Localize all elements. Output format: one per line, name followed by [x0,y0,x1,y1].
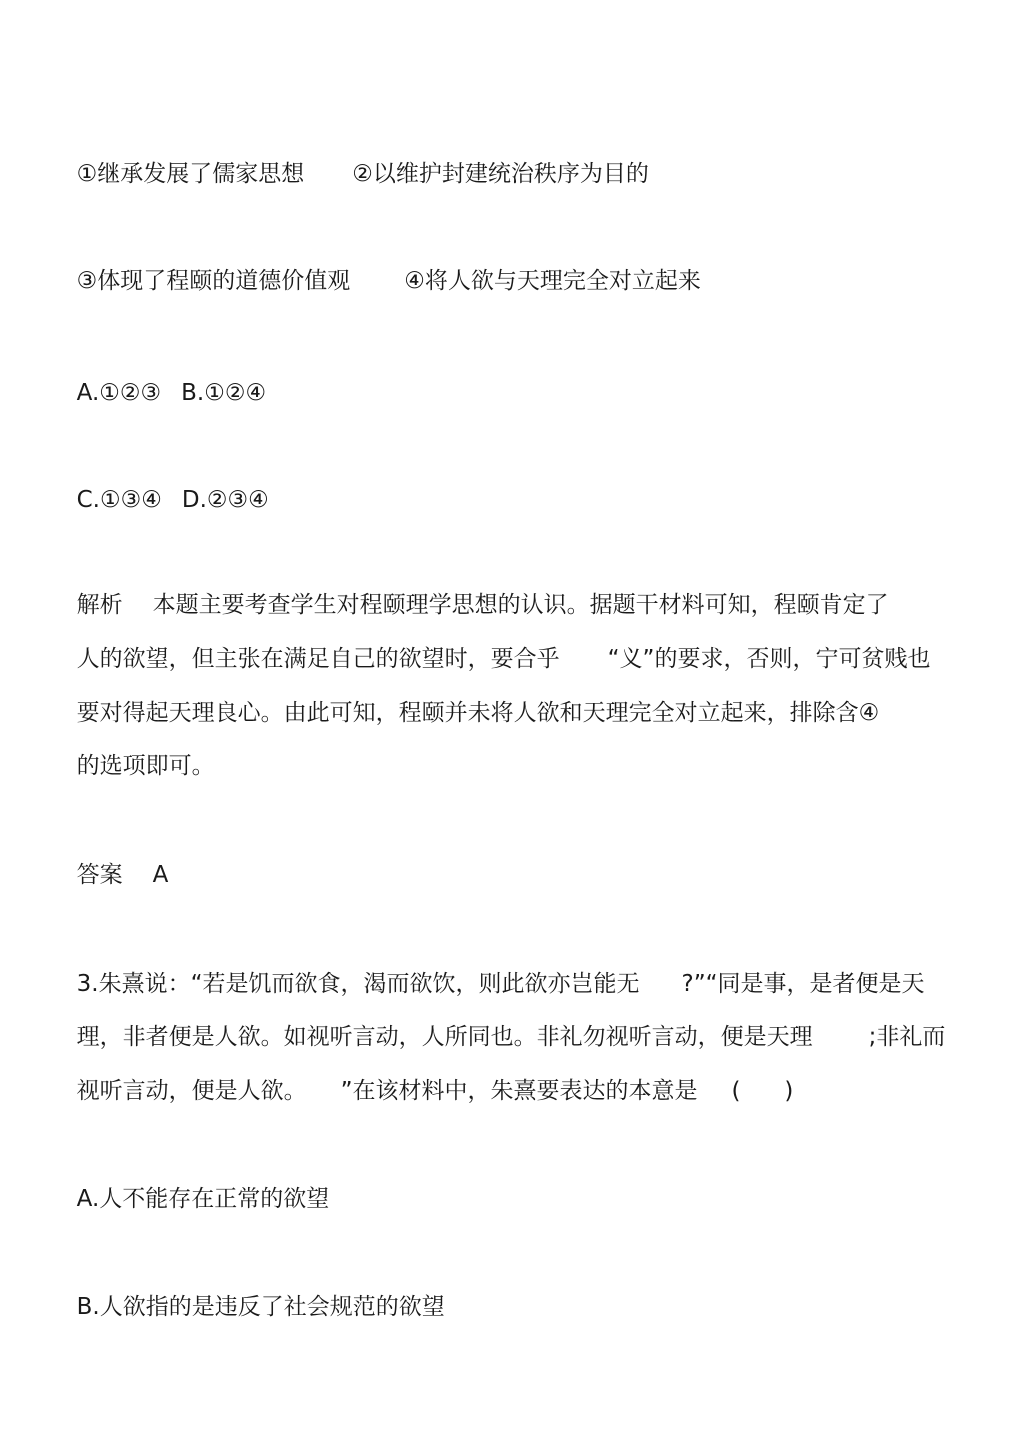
answer-label: 答案 [76,862,123,888]
q3-text-3a: 视听言动，便是人欲。 [76,1078,307,1104]
analysis-line-3 [62,668,879,728]
statement-2: ②以维护封建统治秩序为目的 [352,161,649,187]
analysis-text-4: 的选项即可。 [76,753,215,779]
q3-option-b-text: B.人欲指的是违反了社会规范的欲望 [76,1294,445,1320]
options-row-1 [62,348,266,408]
options-row-2 [62,455,269,515]
question-3-line-3 [62,1046,793,1106]
analysis-line-2 [62,614,930,674]
analysis-label: 解析 [76,592,123,618]
q3-option-b [62,1262,445,1322]
option-c: C.①③④ [76,487,162,513]
answer-line [62,830,168,890]
statements-row-2 [62,236,701,296]
answer-value: A [152,862,169,888]
analysis-text-1: 本题主要考查学生对程颐理学思想的认识。据题干材料可知，程颐肯定了 [152,592,889,618]
question-3-line-2 [62,992,945,1052]
statements-row-1 [62,129,649,189]
option-b: B.①②④ [181,380,267,406]
q3-option-a [62,1154,329,1214]
q3-option-a-text: A.人不能存在正常的欲望 [76,1186,330,1212]
statement-1: ①继承发展了儒家思想 [76,161,305,187]
q3-text-2a: 理，非者便是人欲。如视听言动，人所同也。非礼勿视听言动，便是天理 [76,1024,813,1050]
statement-4: ④将人欲与天理完全对立起来 [404,268,701,294]
q3-text-1b: ?”“同是事，是者便是天 [681,971,925,997]
analysis-text-3: 要对得起天理良心。由此可知，程颐并未将人欲和天理完全对立起来，排除含④ [76,700,880,726]
analysis-line-1 [62,560,889,620]
analysis-text-2a: 人的欲望，但主张在满足自己的欲望时，要合乎 [76,646,560,672]
q3-text-2b: ;非礼而 [868,1024,946,1050]
analysis-text-2b: “义”的要求，否则，宁可贫贱也 [607,646,931,672]
option-a: A.①②③ [76,380,162,406]
analysis-line-4 [62,721,215,781]
answer-blank-parentheses: ( ) [731,1078,794,1104]
q3-text-3b: ”在该材料中，朱熹要表达的本意是 [340,1078,698,1104]
statement-3: ③体现了程颐的道德价值观 [76,268,351,294]
q3-text-1a: 3.朱熹说：“若是饥而欲食，渴而欲饮，则此欲亦岂能无 [76,971,640,997]
option-d: D.②③④ [181,487,269,513]
question-3-line-1 [62,939,925,999]
